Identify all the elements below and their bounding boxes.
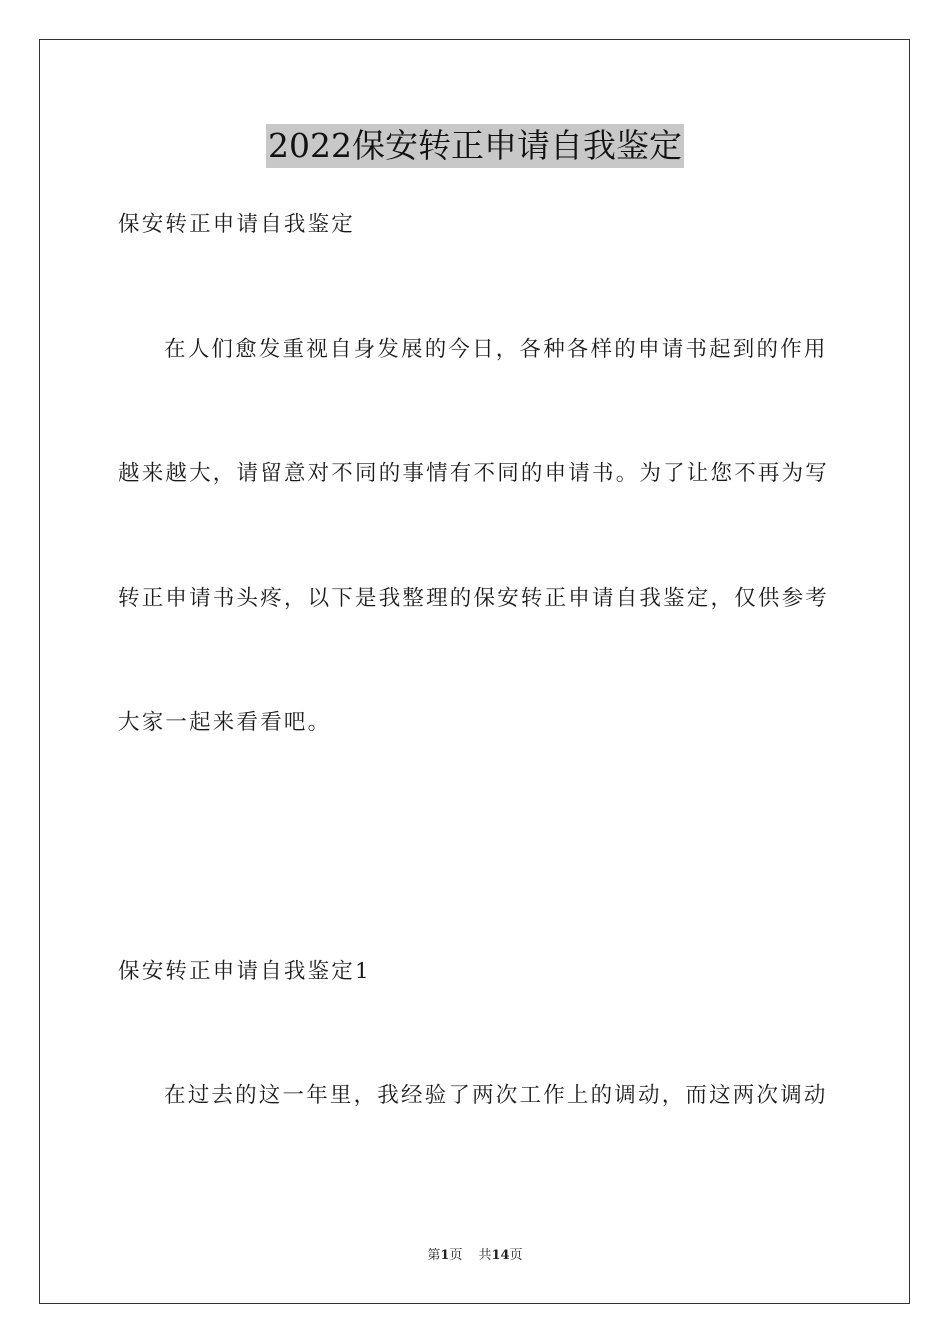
section-heading-1: 保安转正申请自我鉴定1 [118, 959, 371, 984]
paragraph-line: 在过去的这一年里，我经验了两次工作上的调动，而这两次调动 [164, 1083, 828, 1108]
page-suffix: 页 [449, 1248, 463, 1263]
page-prefix: 第 [427, 1248, 441, 1263]
document-title: 2022保安转正申请自我鉴定 [266, 124, 684, 168]
paragraph-line: 越来越大，请留意对不同的事情有不同的申请书。为了让您不再为写 [118, 461, 830, 486]
page-footer [0, 1246, 950, 1266]
paragraph-line: 大家一起来看看吧。 [118, 710, 332, 735]
total-pages: 14 [491, 1248, 510, 1263]
paragraph-line: 在人们愈发重视自身发展的今日，各种各样的申请书起到的作用 [164, 337, 828, 362]
title-container [0, 124, 950, 168]
total-suffix: 页 [509, 1248, 523, 1263]
section-heading-intro: 保安转正申请自我鉴定 [118, 212, 356, 237]
paragraph-line: 转正申请书头疼，以下是我整理的保安转正申请自我鉴定，仅供参考 [118, 586, 830, 611]
total-prefix: 共 [478, 1248, 492, 1263]
page-number: 1 [440, 1248, 450, 1263]
